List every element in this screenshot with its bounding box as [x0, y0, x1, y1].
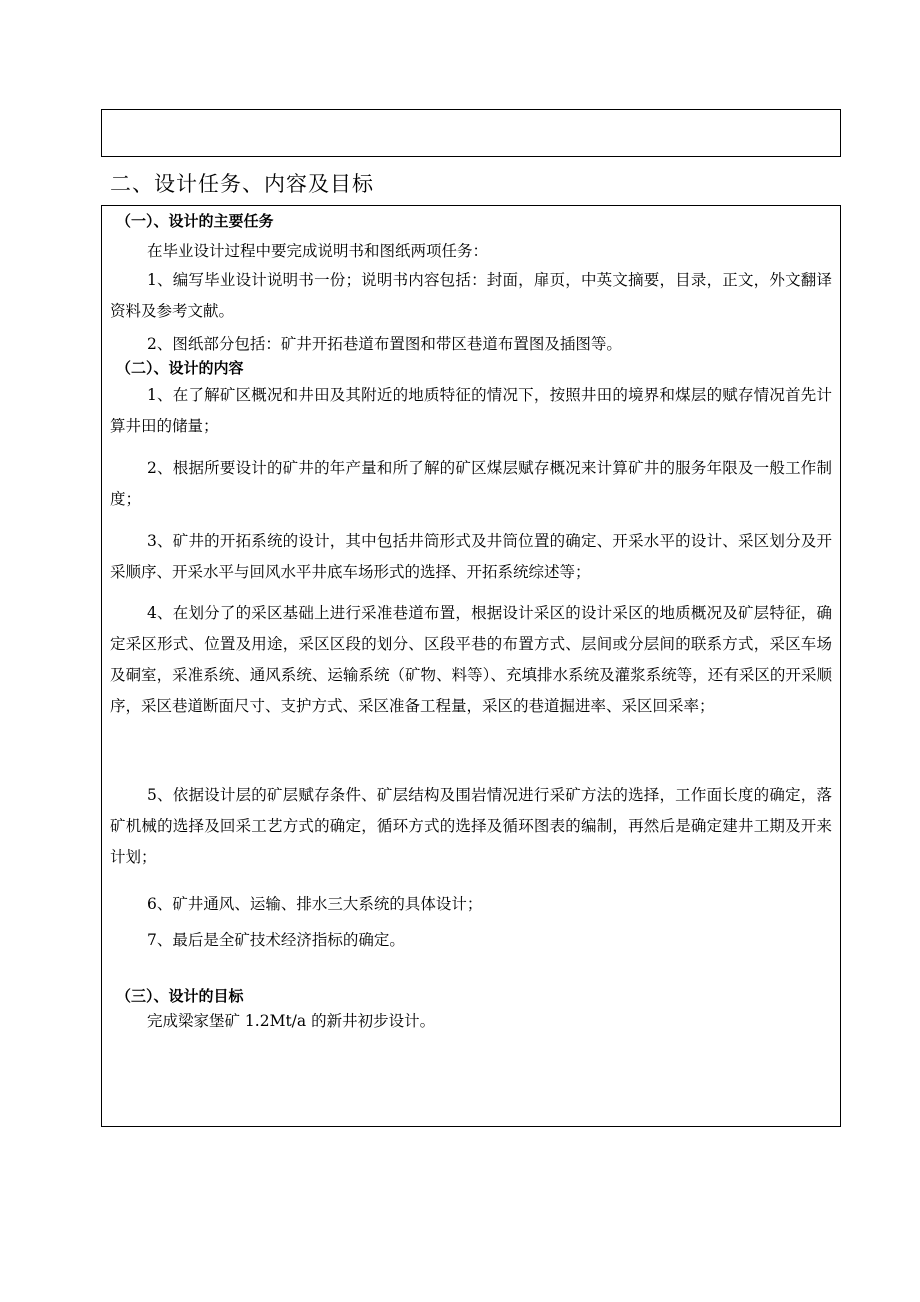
part2-item-1: [110, 380, 832, 442]
section-title: 二、设计任务、内容及目标: [110, 172, 374, 196]
part2-item-2: [110, 453, 832, 515]
part2-item-7-text: 7、最后是全矿技术经济指标的确定。: [147, 931, 405, 949]
part2-item-5-text: 5、依据设计层的矿层赋存条件、矿层结构及围岩情况进行采矿方法的选择，工作面长度的确定，落矿机械的选择及回采工艺方式的确定，循环方式的选择及循环图表的编制，再然后是确定建井工期及开来计划；: [110, 786, 832, 866]
part3-text: 完成梁家堡矿 1.2Mt/a 的新井初步设计。: [147, 1012, 436, 1030]
part2-item-5: [110, 780, 832, 873]
part1-intro: 在毕业设计过程中要完成说明书和图纸两项任务：: [147, 242, 489, 260]
part1-item-2: 2、图纸部分包括：矿井开拓巷道布置图和带区巷道布置图及插图等。: [147, 335, 622, 353]
part2-item-4: [110, 598, 832, 722]
part2-item-3: [110, 526, 832, 588]
part2-item-4-text: 4、在划分了的采区基础上进行采准巷道布置，根据设计采区的设计采区的地质概况及矿层特征，确定采区形式、位置及用途，采区区段的划分、区段平巷的布置方式、层间或分层间的联系方式，采区车场及硐室，采准系统、通风系统、运输系统（矿物、料等）、充填排水系统及灌浆系统等，还有采区的开采顺序，采区巷道断面尺寸、支护方式、采区准备工程量，采区的巷道掘进率、采区回采率；: [110, 604, 832, 715]
part1-item-1-text: 1、编写毕业设计说明书一份；说明书内容包括：封面，扉页，中英文摘要，目录，正文，外文翻译资料及参考文献。: [110, 271, 832, 320]
part1-heading: （一）、设计的主要任务: [116, 212, 274, 230]
part2-item-7: [110, 925, 832, 956]
part2-item-6-text: 6、矿井通风、运输、排水三大系统的具体设计；: [147, 895, 483, 913]
top-table-cell: [101, 109, 841, 157]
part2-heading: （二）、设计的内容: [116, 359, 244, 377]
part2-item-6: [110, 889, 832, 920]
part2-item-3-text: 3、矿井的开拓系统的设计，其中包括井筒形式及井筒位置的确定、开采水平的设计、采区划分及开采顺序、开采水平与回风水平井底车场形式的选择、开拓系统综述等；: [110, 532, 832, 581]
part3-heading: （三）、设计的目标: [116, 987, 244, 1005]
part1-item-1: [110, 265, 832, 327]
part2-item-1-text: 1、在了解矿区概况和井田及其附近的地质特征的情况下，按照井田的境界和煤层的赋存情况首先计算井田的储量；: [110, 386, 832, 435]
part2-item-2-text: 2、根据所要设计的矿井的年产量和所了解的矿区煤层赋存概况来计算矿井的服务年限及一般工作制度；: [110, 459, 832, 508]
